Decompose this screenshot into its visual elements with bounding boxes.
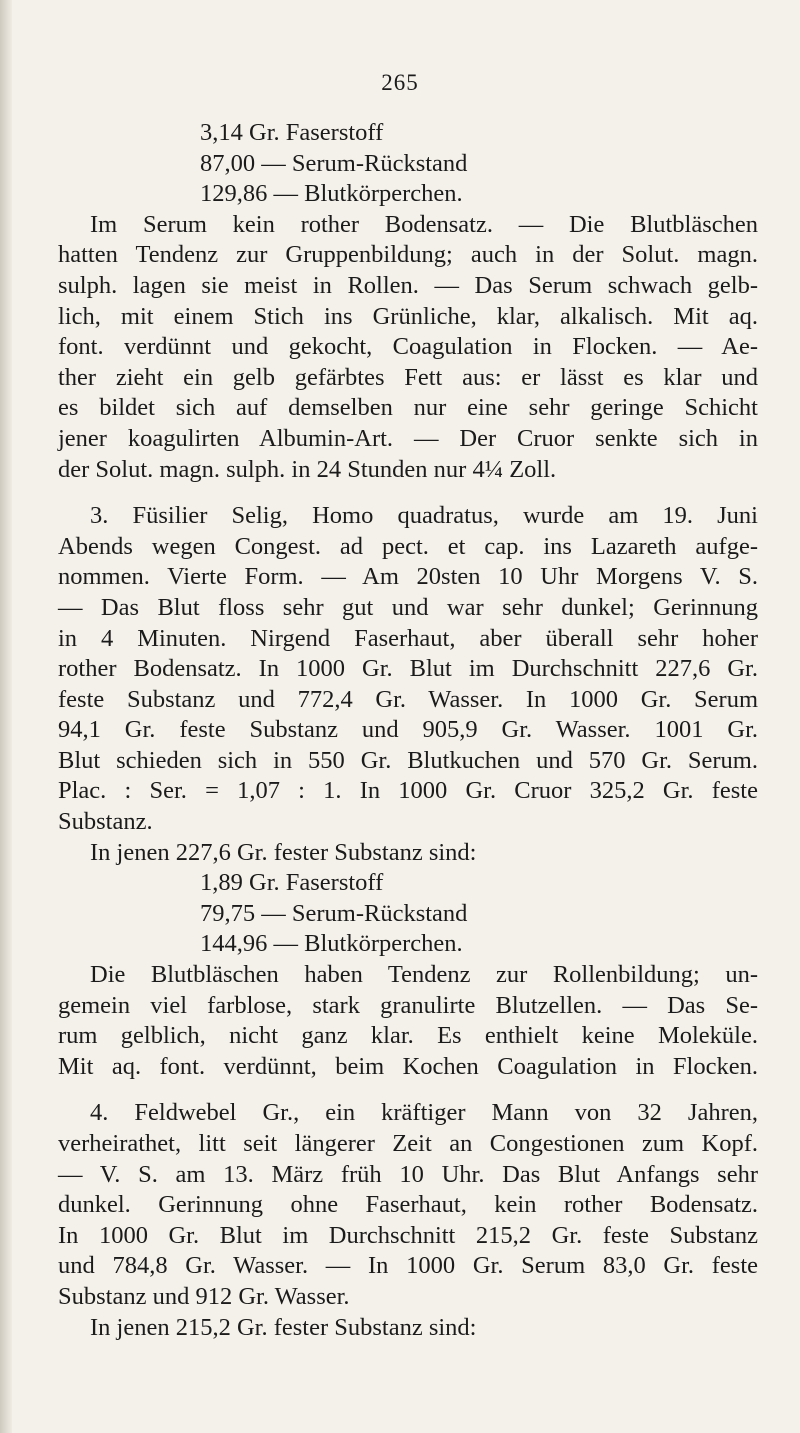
text-line: sulph. lagen sie meist in Rollen. — Das Serum schwach gelb- (58, 271, 758, 299)
composition-table (58, 868, 758, 960)
text-line: jener koagulirten Albumin-Art. — Der Cruor senkte sich in (58, 424, 758, 452)
table-row: 87,00 — Serum-Rückstand (200, 149, 468, 177)
text-line: nommen. Vierte Form. — Am 20sten 10 Uhr Morgens V. S. (58, 563, 758, 591)
paragraph (58, 960, 758, 1082)
text-line: Plac. : Ser. = 1,07 : 1. In 1000 Gr. Cruor 325,2 Gr. feste (58, 777, 758, 805)
text-line: der Solut. magn. sulph. in 24 Stunden nur 4¼ Zoll. (58, 455, 557, 483)
text-line: Substanz und 912 Gr. Wasser. (58, 1282, 350, 1310)
text-line: In 1000 Gr. Blut im Durchschnitt 215,2 Gr. feste Substanz (58, 1221, 758, 1249)
text-line: Im Serum kein rother Bodensatz. — Die Blutbläschen (90, 210, 758, 238)
text-line: ther zieht ein gelb gefärbtes Fett aus: er lässt es klar und (58, 363, 758, 391)
table-row: 3,14 Gr. Faserstoff (200, 119, 384, 146)
case-3-paragraph (58, 501, 758, 868)
text-line: — Das Blut floss sehr gut und war sehr dunkel; Gerinnung (58, 593, 758, 621)
page-number: 265 (381, 70, 419, 95)
table-row: 129,86 — Blutkörperchen. (200, 180, 463, 208)
text-line: hatten Tendenz zur Gruppenbildung; auch in der Solut. magn. (58, 241, 758, 269)
text-line: Blut schieden sich in 550 Gr. Blutkuchen und 570 Gr. Serum. (58, 746, 758, 774)
table-row: 1,89 Gr. Faserstoff (200, 869, 384, 897)
table-row: 79,75 — Serum-Rückstand (200, 899, 468, 927)
text-line: In jenen 227,6 Gr. fester Substanz sind: (90, 838, 477, 866)
text-line: Die Blutbläschen haben Tendenz zur Rollenbildung; un- (90, 961, 758, 989)
body-text (58, 118, 758, 1343)
text-line: lich, mit einem Stich ins Grünliche, klar, alkalisch. Mit aq. (58, 302, 758, 330)
text-line: rum gelblich, nicht ganz klar. Es enthielt keine Moleküle. (58, 1022, 758, 1050)
text-line: und 784,8 Gr. Wasser. — In 1000 Gr. Serum 83,0 Gr. feste (58, 1252, 758, 1280)
page-binding-edge (0, 0, 12, 1433)
text-line: Substanz. (58, 808, 153, 836)
text-line: font. verdünnt und gekocht, Coagulation in Flocken. — Ae- (58, 333, 758, 361)
text-line: in 4 Minuten. Nirgend Faserhaut, aber überall sehr hoher (58, 624, 758, 652)
table-row: 144,96 — Blutkörperchen. (200, 930, 463, 958)
text-line: 4. Feldwebel Gr., ein kräftiger Mann von 32 Jahren, (90, 1099, 758, 1127)
case-4-paragraph (58, 1098, 758, 1343)
text-line: verheirathet, litt seit längerer Zeit an Congestionen zum Kopf. (58, 1130, 758, 1157)
text-line: dunkel. Gerinnung ohne Faserhaut, kein rother Bodensatz. (58, 1191, 758, 1219)
text-line: Abends wegen Congest. ad pect. et cap. ins Lazareth aufge- (58, 532, 758, 560)
composition-table (58, 118, 758, 210)
text-line: Mit aq. font. verdünnt, beim Kochen Coagulation in Flocken. (58, 1052, 758, 1080)
text-line: — V. S. am 13. März früh 10 Uhr. Das Blut Anfangs sehr (58, 1160, 758, 1188)
text-line: feste Substanz und 772,4 Gr. Wasser. In 1000 Gr. Serum (58, 685, 758, 713)
text-line: es bildet sich auf demselben nur eine sehr geringe Schicht (58, 394, 758, 422)
paragraph (58, 210, 758, 485)
text-line: gemein viel farblose, stark granulirte Blutzellen. — Das Se- (58, 991, 758, 1019)
text-line: In jenen 215,2 Gr. fester Substanz sind: (90, 1313, 477, 1341)
text-line: 94,1 Gr. feste Substanz und 905,9 Gr. Wasser. 1001 Gr. (58, 716, 758, 744)
text-line: 3. Füsilier Selig, Homo quadratus, wurde am 19. Juni (90, 502, 758, 530)
text-line: rother Bodensatz. In 1000 Gr. Blut im Durchschnitt 227,6 Gr. (58, 655, 758, 683)
